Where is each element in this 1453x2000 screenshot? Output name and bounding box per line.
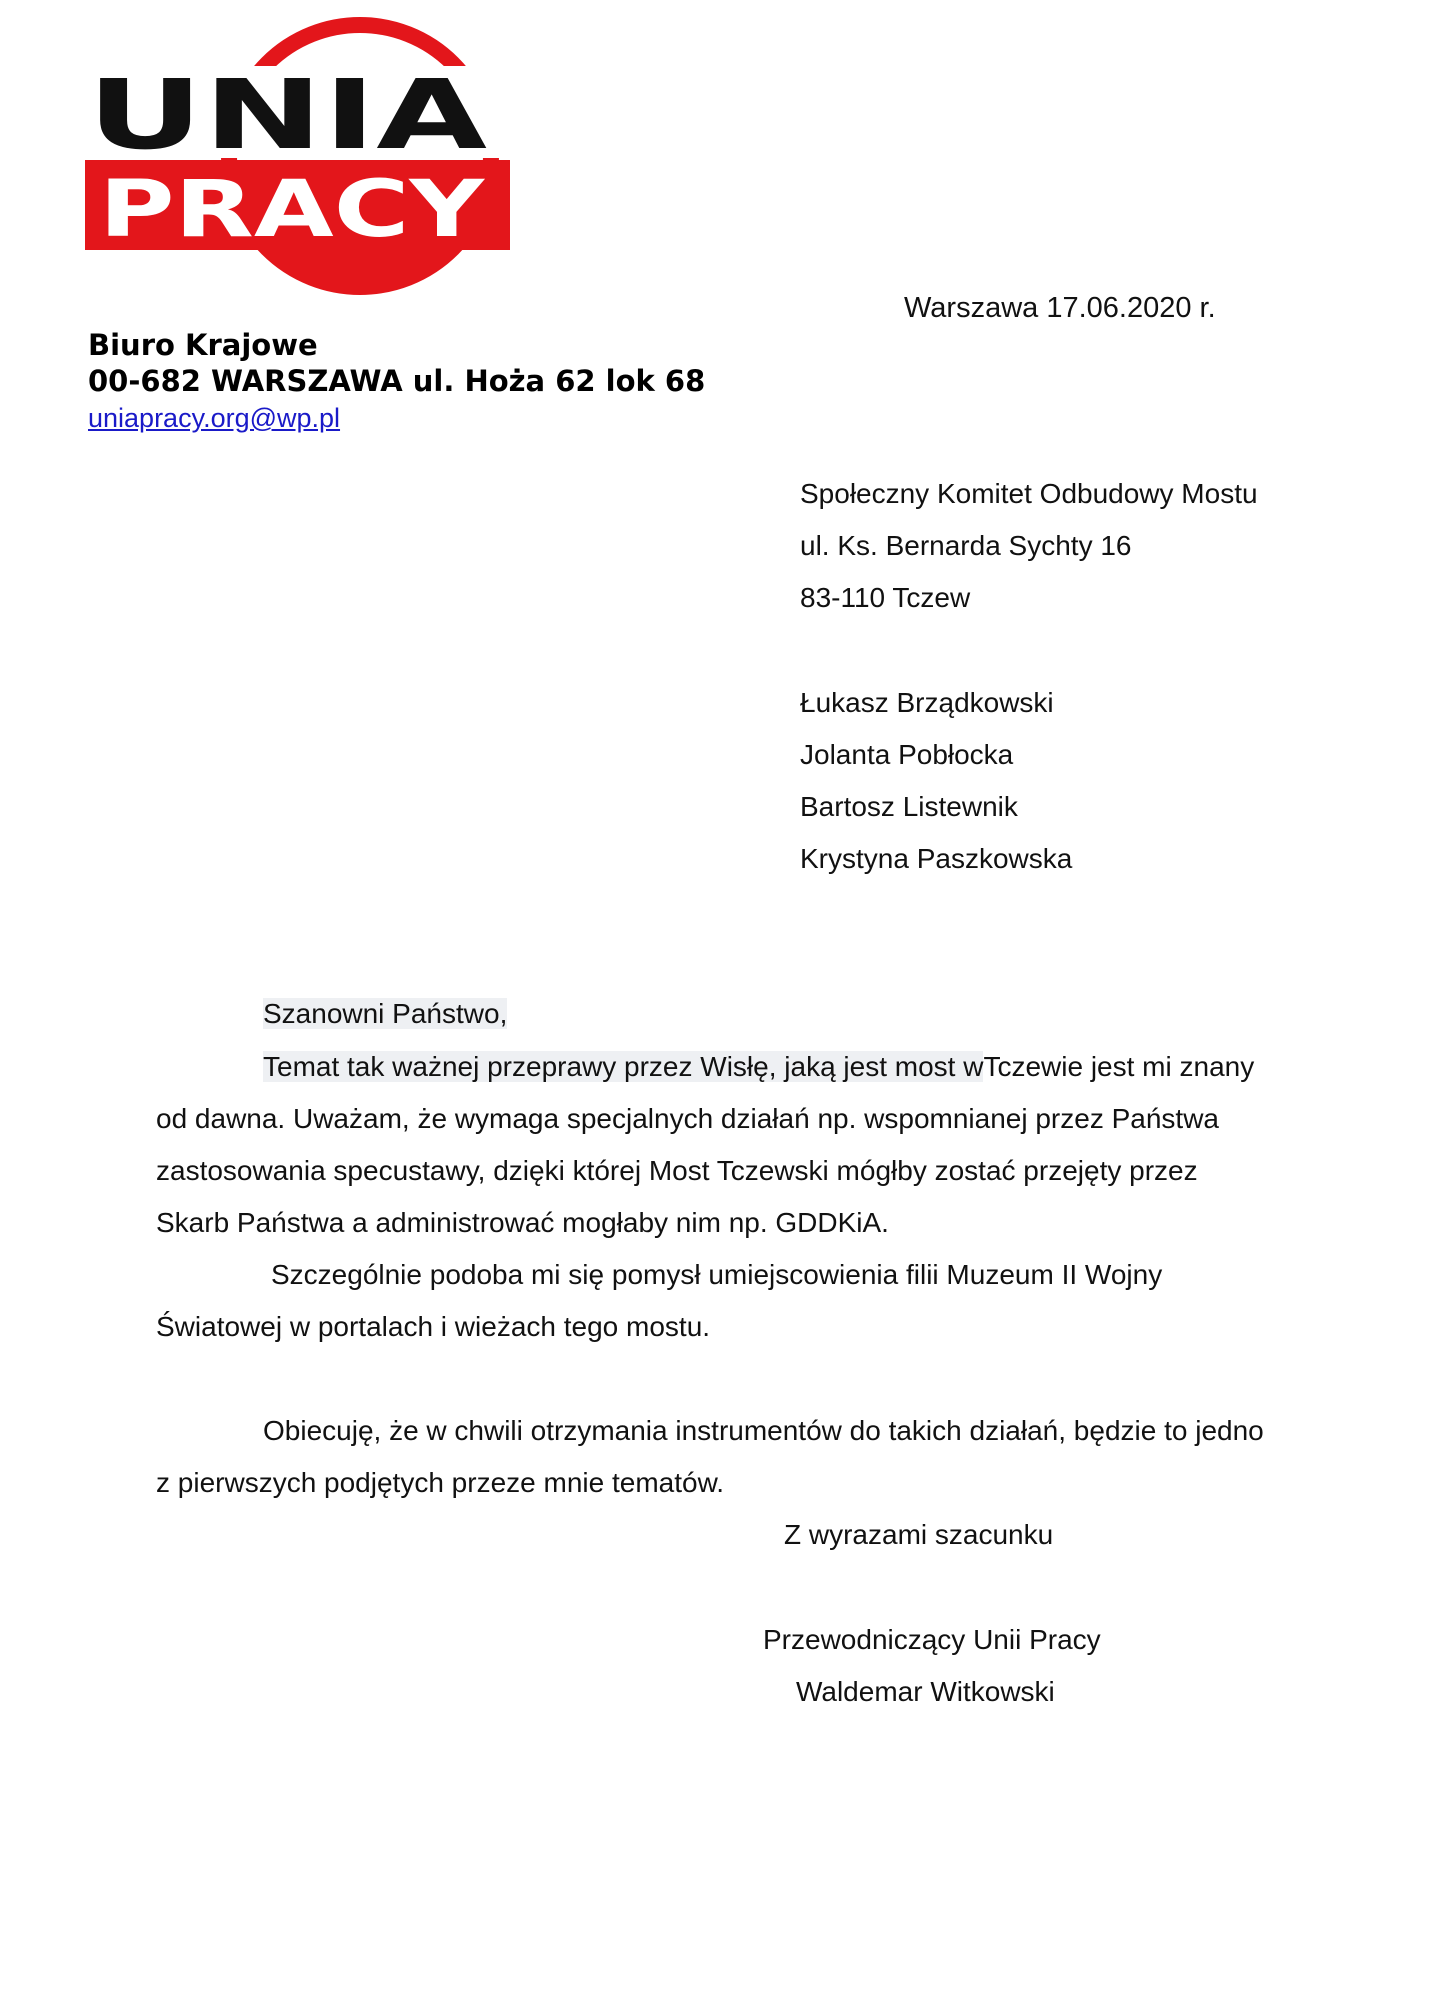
sender-email-link[interactable]: uniapracy.org@wp.pl (88, 403, 341, 433)
paragraph-line: od dawna. Uważam, że wymaga specjalnych działań np. wspomnianej przez Państwa (156, 1103, 1219, 1134)
sender-office: Biuro Krajowe (88, 328, 318, 362)
unia-pracy-logo (85, 14, 510, 299)
recipient-line: ul. Ks. Bernarda Sychty 16 (800, 530, 1132, 561)
recipient-person: Krystyna Paszkowska (800, 843, 1073, 874)
paragraph-line: Obiecuję, że w chwili otrzymania instrumentów do takich działań, będzie to jedno (263, 1415, 1264, 1446)
sender-address: 00-682 WARSZAWA ul. Hoża 62 lok 68 (88, 364, 706, 398)
highlighted-text: Temat tak ważnej przeprawy przez Wisłę, jaką jest most w (263, 1051, 984, 1082)
letter-date: Warszawa 17.06.2020 r. (904, 292, 1216, 324)
paragraph-line: zastosowania specustawy, dzięki której Most Tczewski mógłby zostać przejęty przez (156, 1155, 1198, 1186)
signatory-title: Przewodniczący Unii Pracy (763, 1624, 1101, 1655)
recipient-person: Bartosz Listewnik (800, 791, 1018, 822)
paragraph-line: Szczególnie podoba mi się pomysł umiejscowienia filii Muzeum II Wojny (271, 1259, 1163, 1290)
paragraph-line: Skarb Państwa a administrować mogłaby nim np. GDDKiA. (156, 1207, 889, 1238)
paragraph-line: z pierwszych podjętych przeze mnie tematów. (156, 1467, 725, 1498)
paragraph-line: Światowej w portalach i wieżach tego mostu. (156, 1311, 711, 1342)
recipient-person: Łukasz Brządkowski (800, 687, 1054, 718)
recipient-line: Społeczny Komitet Odbudowy Mostu (800, 478, 1258, 509)
recipient-person: Jolanta Pobłocka (800, 739, 1014, 770)
closing: Z wyrazami szacunku (784, 1519, 1054, 1550)
salutation (263, 998, 507, 1030)
svg-text:PRACY: PRACY (99, 165, 486, 255)
text-segment: Tczewie jest mi znany (983, 1051, 1255, 1082)
paragraph-line (263, 1051, 1254, 1083)
recipient-line: 83-110 Tczew (800, 582, 971, 613)
signatory-name: Waldemar Witkowski (796, 1676, 1055, 1707)
svg-text:UNIA: UNIA (87, 59, 487, 171)
salutation-text: Szanowni Państwo, (263, 998, 508, 1029)
